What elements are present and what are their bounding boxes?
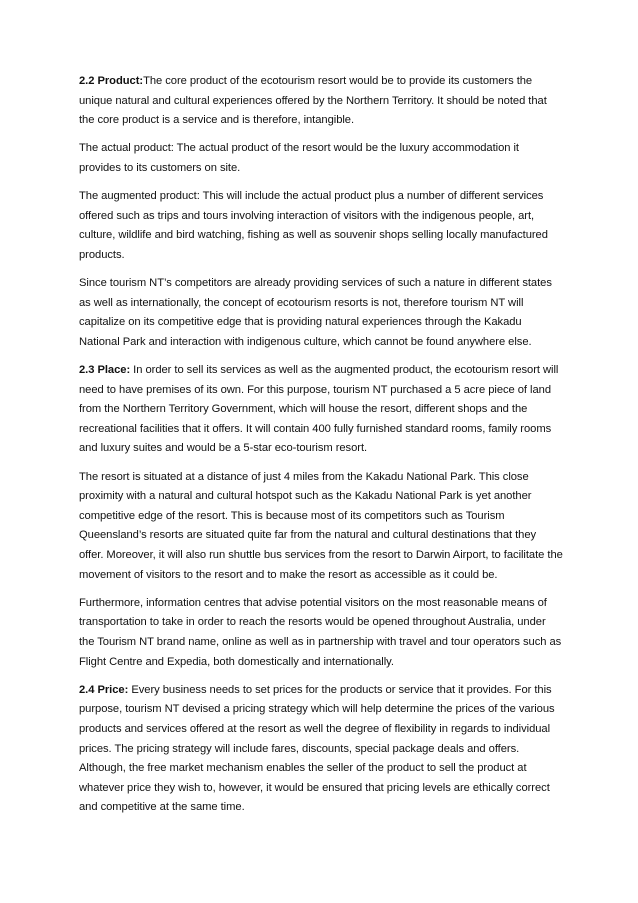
- section-heading-place: 2.3 Place:: [79, 364, 131, 377]
- paragraph-text: The augmented product: This will include the actual product plus a number of different services offered such as trips and tours involving interaction of visitors with the indigenous people, art, culture, wildlife and bird watching, fishing as well as souvenir shops selling locally manufactured products.: [79, 190, 548, 261]
- paragraph-text: In order to sell its services as well as the augmented product, the ecotourism resort will need to have premises of its own. For this purpose, tourism NT purchased a 5 acre piece of land from the Northern Territory Government, which will house the resort, different shops and the recreational facilities that it offers. It will contain 400 fully furnished standard rooms, family rooms and luxury suites and would be a 5-star eco-tourism resort.: [79, 364, 559, 455]
- paragraph-text: Since tourism NT’s competitors are already providing services of such a nature in different states as well as internationally, the concept of ecotourism resorts is not, therefore tourism NT will capitalize on its competitive edge that is providing natural experiences through the Kakadu National Park and interaction with indigenous culture, which cannot be found anywhere else.: [79, 277, 552, 348]
- document-page: [79, 72, 563, 827]
- paragraph-place: [79, 361, 563, 459]
- paragraph-product: [79, 72, 563, 131]
- paragraph-competitors: [79, 274, 563, 352]
- paragraph-text: The resort is situated at a distance of just 4 miles from the Kakadu National Park. This close proximity with a natural and cultural hotspot such as the Kakadu National Park is yet another competitive edge of the resort. This is because most of its competitors such as Tourism Queensland’s resorts are situated quite far from the natural and cultural destinations that they offer. Moreover, it will also run shuttle bus services from the resort to Darwin Airport, to facilitate the movement of visitors to the resort and to make the resort as accessible as it could be.: [79, 470, 563, 581]
- section-heading-product: 2.2 Product:: [79, 75, 144, 87]
- paragraph-augmented-product: [79, 187, 563, 265]
- paragraph-text: Furthermore, information centres that advise potential visitors on the most reasonable means of transportation to take in order to reach the resorts would be opened throughout Australia, under the Tourism NT brand name, online as well as in partnership with travel and tour operators such as Flight Centre and Expedia, both domestically and internationally.: [79, 596, 562, 668]
- paragraph-actual-product: [79, 139, 563, 178]
- section-heading-price: 2.4 Price:: [79, 683, 129, 696]
- paragraph-text: Every business needs to set prices for the products or service that it provides. For this purpose, tourism NT devised a pricing strategy which will help determine the prices of the various products and services offered at the resort as well the degree of flexibility in regards to individual prices. The pricing strategy will include fares, discounts, special package deals and offers. Although, the free market mechanism enables the seller of the product to sell the product at whatever price they wish to, however, it would be ensured that pricing levels are ethically correct and competitive at the same time.: [79, 683, 555, 814]
- paragraph-price: [79, 681, 563, 818]
- paragraph-resort-location: [79, 468, 563, 586]
- paragraph-text: The core product of the ecotourism resort would be to provide its customers the unique natural and cultural experiences offered by the Northern Territory. It should be noted that the core product is a service and is therefore, intangible.: [79, 75, 547, 127]
- paragraph-information-centres: [79, 594, 563, 672]
- paragraph-text: The actual product: The actual product of the resort would be the luxury accommodation it provides to its customers on site.: [79, 142, 519, 174]
